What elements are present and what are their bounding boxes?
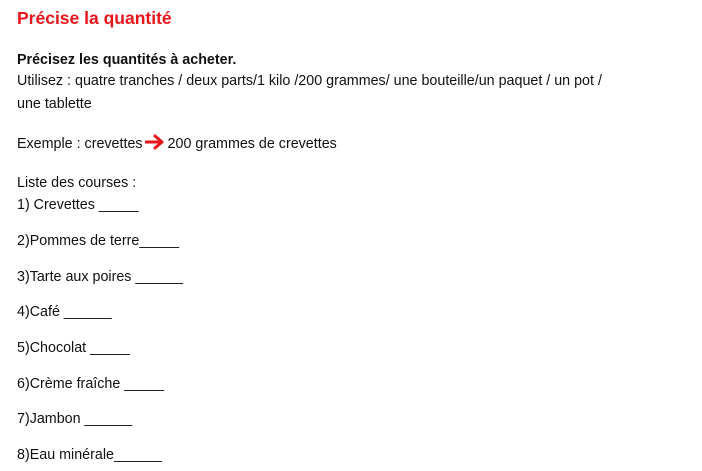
- list-item: 8)Eau minérale______: [17, 447, 162, 463]
- example-line: [17, 134, 337, 156]
- list-item: 1) Crevettes _____: [17, 197, 139, 213]
- example-result: 200 grammes de crevettes: [167, 136, 337, 152]
- list-item: 6)Crème fraîche _____: [17, 376, 165, 392]
- list-item: 7)Jambon ______: [17, 411, 133, 427]
- list-item: 4)Café ______: [17, 304, 112, 320]
- list-item: 2)Pommes de terre_____: [17, 233, 180, 249]
- worksheet-title: Précise la quantité: [17, 8, 172, 28]
- list-item: 3)Tarte aux poires ______: [17, 269, 184, 285]
- red-right-arrow-icon: [145, 134, 165, 156]
- usage-line-1: Utilisez : quatre tranches / deux parts/1 kilo /200 grammes/ une bouteille/un paquet / un pot /: [17, 73, 602, 89]
- usage-line-2: une tablette: [17, 96, 92, 112]
- example-prefix: Exemple : crevettes: [17, 136, 143, 152]
- shopping-list-title: Liste des courses :: [17, 175, 137, 191]
- instruction: Précisez les quantités à acheter.: [17, 52, 237, 68]
- list-item: 5)Chocolat _____: [17, 340, 130, 356]
